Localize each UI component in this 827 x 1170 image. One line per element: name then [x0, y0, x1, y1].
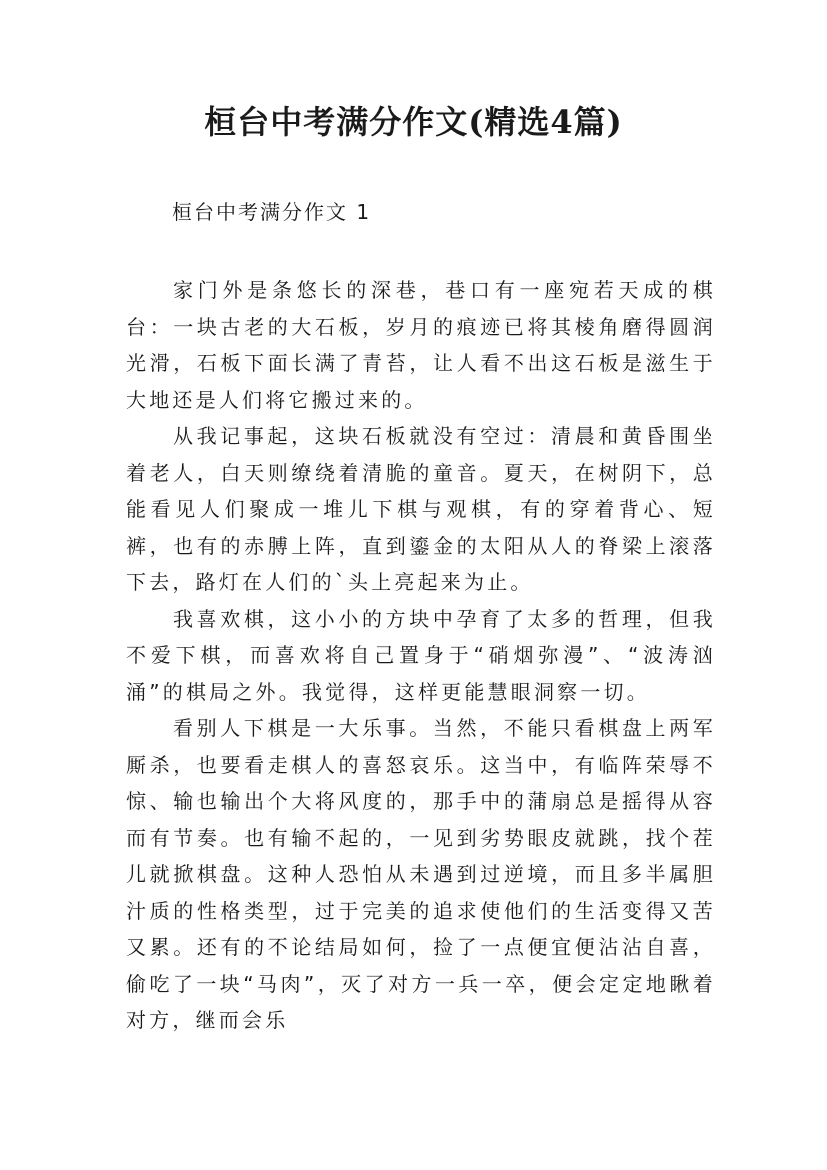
document-body [126, 272, 716, 1039]
paragraph: 看别人下棋是一大乐事。当然，不能只看棋盘上两军厮杀，也要看走棋人的喜怒哀乐。这当中，有临阵荣辱不惊、输也输出个大将风度的，那手中的蒲扇总是摇得从容而有节奏。也有输不起的，一见到劣势眼皮就跳，找个茬儿就掀棋盘。这种人恐怕从未遇到过逆境，而且多半属胆汁质的性格类型，过于完美的追求使他们的生活变得又苦又累。还有的不论结局如何，捡了一点便宜便沾沾自喜，偷吃了一块“马肉”，灭了对方一兵一卒，便会定定地瞅着对方，继而会乐 [126, 716, 716, 1032]
document-title: 桓台中考满分作文(精选4篇) [204, 103, 623, 141]
paragraph: 家门外是条悠长的深巷，巷口有一座宛若天成的棋台：一块古老的大石板，岁月的痕迹已将其棱角磨得圆润光滑，石板下面长满了青苔，让人看不出这石板是滋生于大地还是人们将它搬过来的。 [126, 278, 716, 412]
paragraph: 我喜欢棋，这小小的方块中孕育了太多的哲理，但我不爱下棋，而喜欢将自己置身于“硝烟弥漫”、“波涛汹涌”的棋局之外。我觉得，这样更能慧眼洞察一切。 [126, 606, 716, 704]
section-heading: 桓台中考满分作文 1 [172, 200, 372, 224]
paragraph: 从我记事起，这块石板就没有空过：清晨和黄昏围坐着老人，白天则缭绕着清脆的童音。夏天，在树阴下，总能看见人们聚成一堆儿下棋与观棋，有的穿着背心、短裤，也有的赤膊上阵，直到鎏金的太阳从人的脊梁上滚落下去，路灯在人们的`头上亮起来为止。 [126, 424, 716, 594]
